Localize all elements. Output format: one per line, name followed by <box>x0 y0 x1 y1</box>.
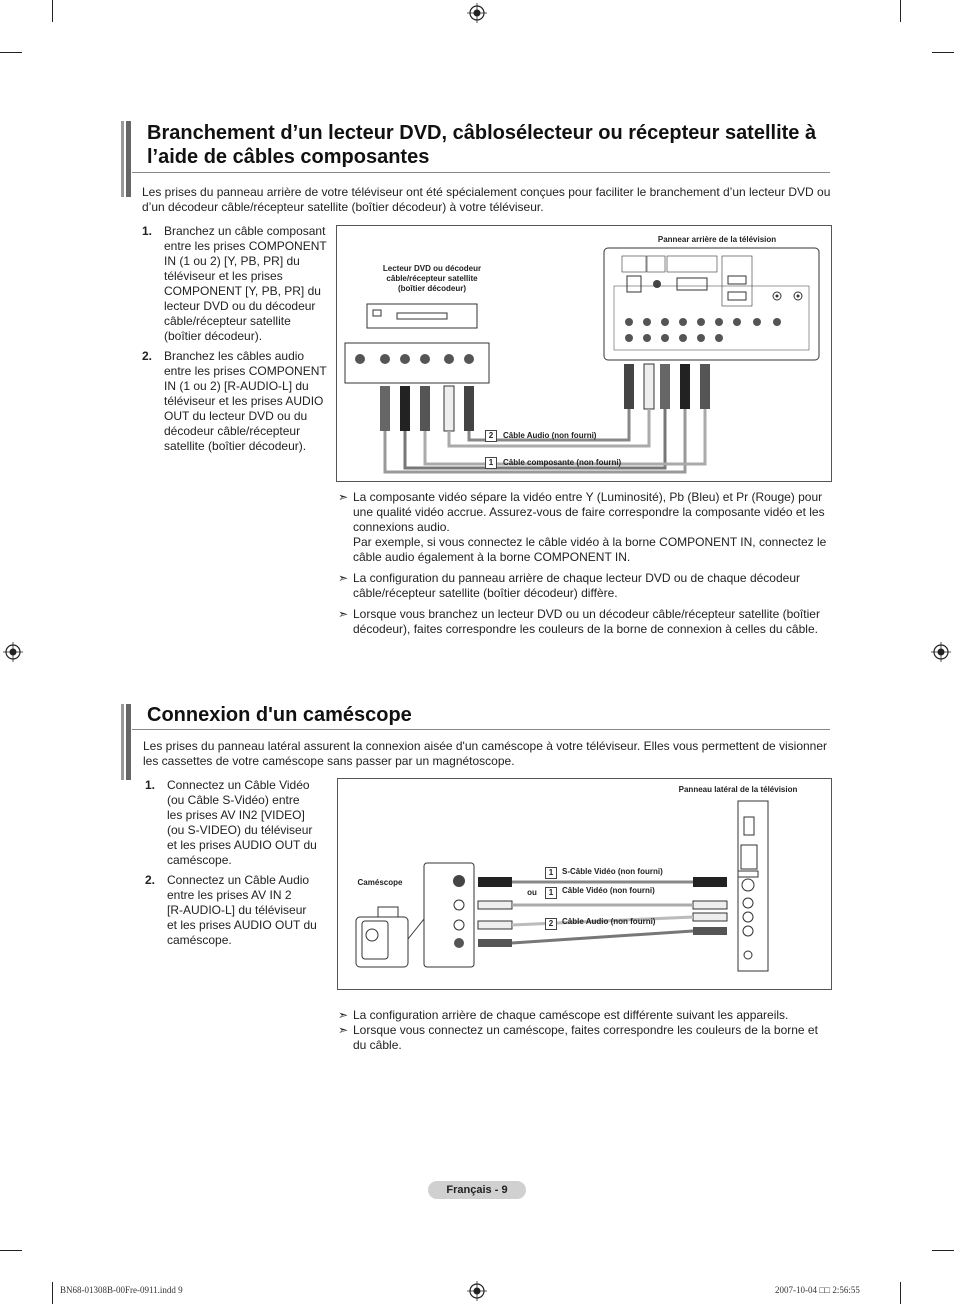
cable-label: Câble Audio (non fourni) <box>503 431 597 440</box>
intro-paragraph <box>142 185 832 215</box>
step-line: Connectez un Câble Vidéo <box>167 778 310 792</box>
cable-number-badge: 2 <box>485 430 497 442</box>
intro-paragraph <box>143 739 833 769</box>
step-number: 2. <box>145 873 156 887</box>
step-line: et les prises AUDIO OUT du <box>167 838 317 852</box>
note-line: connexions audio. <box>353 520 450 534</box>
cable-label: Câble composante (non fourni) <box>503 458 622 467</box>
step-number: 1. <box>145 778 156 792</box>
crop-mark <box>932 1250 954 1251</box>
note-text <box>353 1008 788 1023</box>
note-line: Lorsque vous branchez un lecteur DVD ou un décodeur câble/récepteur satellite (boîtier <box>353 607 820 621</box>
step-item <box>145 873 335 953</box>
intro-line: les cassettes de votre caméscope sans passer par un magnétoscope. <box>143 754 515 768</box>
step-line: COMPONENT [Y, PB, PR] du <box>164 284 321 298</box>
step-line: les prises AV IN2 [VIDEO] <box>167 808 305 822</box>
step-line: caméscope. <box>167 933 232 947</box>
cable-number-badge: 2 <box>545 918 557 930</box>
note-item <box>338 571 830 602</box>
step-text <box>167 873 317 948</box>
note-line: câble audio également à la borne COMPONENT IN. <box>353 550 631 564</box>
step-line: téléviseur et les prises AUDIO <box>164 394 324 408</box>
step-line: satellite (boîtier décodeur). <box>164 439 307 453</box>
note-arrow-icon: ➣ <box>338 1008 349 1022</box>
step-text <box>164 349 327 454</box>
intro-line: d’un décodeur câble/récepteur satellite (boîtier décodeur) à votre téléviseur. <box>142 200 544 214</box>
title-line: Branchement d’un lecteur DVD, câblosélecteur ou récepteur satellite à <box>147 122 817 144</box>
note-text <box>353 607 820 637</box>
cable-number-badge: 1 <box>545 887 557 899</box>
device-label: Caméscope <box>357 878 403 887</box>
note-text <box>353 571 800 601</box>
cable-label: S-Câble Vidéo (non fourni) <box>562 867 663 876</box>
registration-mark-icon <box>467 1281 487 1301</box>
step-line: et les prises AUDIO OUT du <box>167 918 317 932</box>
step-line: entre les prises COMPONENT <box>164 364 327 378</box>
connection-diagram-camcorder <box>337 778 832 990</box>
step-line: Branchez un câble composant <box>164 224 326 238</box>
step-text <box>164 224 327 344</box>
note-line: une qualité vidéo accrue. Assurez-vous de faire correspondre la composante vidéo et les <box>353 505 825 519</box>
step-line: téléviseur et les prises <box>164 269 283 283</box>
device-label-line: (boîtier décodeur) <box>397 284 466 293</box>
note-line: câble/récepteur satellite (boîtier décodeur) diffère. <box>353 586 618 600</box>
note-line: La configuration du panneau arrière de chaque lecteur DVD ou de chaque décodeur <box>353 571 800 585</box>
section-marker <box>121 704 131 780</box>
registration-mark-icon <box>931 642 951 662</box>
step-line: entre les prises AV IN 2 <box>167 888 292 902</box>
section-title: Connexion d'un caméscope <box>147 704 412 726</box>
tv-panel-label: Panneau latéral de la télévision <box>678 785 798 794</box>
device-label-line: Lecteur DVD ou décodeur <box>382 264 482 273</box>
note-arrow-icon: ➣ <box>338 490 349 504</box>
tv-panel-label: Pannear arrière de la télévision <box>657 235 777 244</box>
step-line: Connectez un Câble Audio <box>167 873 310 887</box>
step-text <box>167 778 317 868</box>
step-line: [R-AUDIO-L] du téléviseur <box>167 903 307 917</box>
note-arrow-icon: ➣ <box>338 607 349 621</box>
note-arrow-icon: ➣ <box>338 571 349 585</box>
note-text <box>353 490 826 565</box>
crop-mark <box>900 1282 901 1304</box>
step-line: (boîtier décodeur). <box>164 329 263 343</box>
note-line: La configuration arrière de chaque caméscope est différente suivant les appareils. <box>353 1008 789 1022</box>
title-line: l’aide de câbles composantes <box>147 146 430 168</box>
note-item <box>338 607 830 638</box>
registration-mark-icon <box>467 3 487 23</box>
step-line: IN (1 ou 2) [R-AUDIO-L] du <box>164 379 309 393</box>
note-item <box>338 1023 830 1054</box>
crop-mark <box>0 52 22 53</box>
cable-label: Câble Audio (non fourni) <box>562 917 656 926</box>
step-line: décodeur câble/récepteur <box>164 424 301 438</box>
section-rule <box>132 172 830 173</box>
note-item <box>338 1008 830 1024</box>
crop-mark <box>900 0 901 22</box>
section-title <box>147 121 816 169</box>
note-line: du câble. <box>353 1038 402 1052</box>
note-line: décodeur), faites correspondre les couleurs de la borne de connexion à celles du câble. <box>353 622 818 636</box>
crop-mark <box>52 1282 53 1304</box>
registration-mark-icon <box>3 642 23 662</box>
step-line: entre les prises COMPONENT <box>164 239 327 253</box>
step-line: (ou Câble S-Vidéo) entre <box>167 793 300 807</box>
intro-line: Les prises du panneau arrière de votre téléviseur ont été spécialement conçues pour faciliter le branchement d’un lecteur DVD ou <box>142 185 831 199</box>
step-line: IN (1 ou 2) [Y, PB, PR] du <box>164 254 300 268</box>
intro-line: Les prises du panneau latéral assurent la connexion aisée d'un caméscope à votre téléviseur. Elles vous permettent de visionner <box>143 739 828 753</box>
note-item <box>338 490 830 566</box>
step-line: OUT du lecteur DVD ou du <box>164 409 308 423</box>
step-item <box>145 778 335 873</box>
step-line: (ou S-VIDEO) du téléviseur <box>167 823 313 837</box>
step-item <box>142 224 332 344</box>
note-line: Lorsque vous connectez un caméscope, faites correspondre les couleurs de la borne et <box>353 1023 818 1037</box>
date-info: 2007-10-04 □□ 2:56:55 <box>775 1285 860 1295</box>
note-line: Par exemple, si vous connectez le câble vidéo à la borne COMPONENT IN, connectez le <box>353 535 827 549</box>
step-number: 1. <box>142 224 153 238</box>
or-label: ou <box>527 888 537 897</box>
crop-mark <box>932 52 954 53</box>
section-marker <box>121 121 131 197</box>
step-item <box>142 349 332 459</box>
note-line: La composante vidéo sépare la vidéo entre Y (Luminosité), Pb (Bleu) et Pr (Rouge) pour <box>353 490 823 504</box>
note-arrow-icon: ➣ <box>338 1023 349 1037</box>
step-line: caméscope. <box>167 853 232 867</box>
step-line: lecteur DVD ou du décodeur <box>164 299 316 313</box>
step-line: Branchez les câbles audio <box>164 349 305 363</box>
file-info: BN68-01308B-00Fre-0911.indd 9 <box>60 1285 183 1295</box>
crop-mark <box>52 0 53 22</box>
cable-label: Câble Vidéo (non fourni) <box>562 886 655 895</box>
cable-number-badge: 1 <box>485 457 497 469</box>
device-label <box>357 264 507 294</box>
device-label-line: câble/récepteur satellite <box>386 274 478 283</box>
cable-number-badge: 1 <box>545 867 557 879</box>
section-rule <box>132 729 830 730</box>
step-number: 2. <box>142 349 153 363</box>
crop-mark <box>0 1250 22 1251</box>
step-line: câble/récepteur satellite <box>164 314 291 328</box>
page-number-badge: Français - 9 <box>428 1181 526 1199</box>
connection-diagram-dvd <box>336 225 832 482</box>
note-text <box>353 1023 818 1053</box>
